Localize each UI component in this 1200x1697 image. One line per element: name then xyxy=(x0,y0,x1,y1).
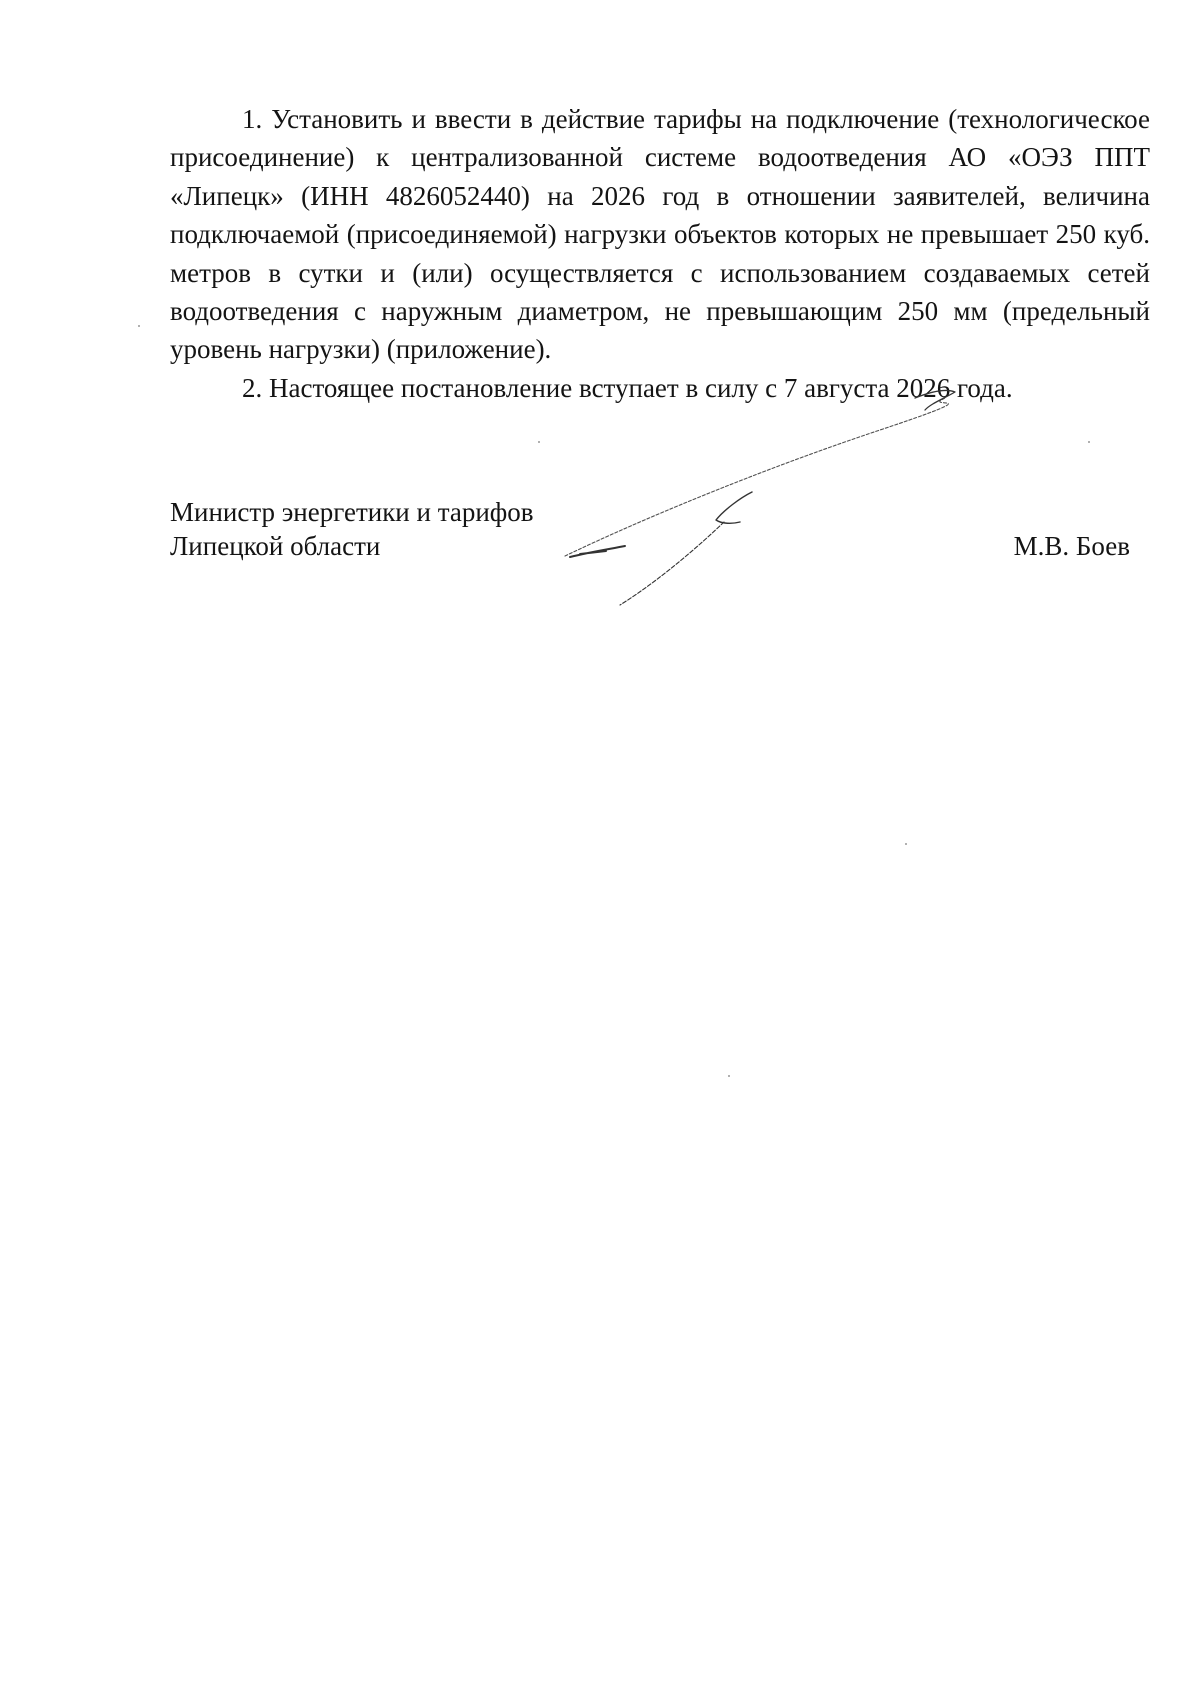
document-body xyxy=(170,100,1150,407)
scan-speck xyxy=(1088,441,1090,443)
signer-name: М.В. Боев xyxy=(1013,531,1130,561)
scan-speck xyxy=(728,1075,730,1077)
scan-speck xyxy=(138,325,140,327)
signature-block xyxy=(170,495,1130,563)
scan-speck xyxy=(538,441,540,443)
scan-speck xyxy=(905,843,907,845)
signer-title-line-2: Липецкой области xyxy=(170,531,381,561)
paragraph-1: 1. Установить и ввести в действие тарифы на подключение (технологическое присоединение) к централизованной системе водоотведения АО «ОЭЗ ППТ «Липецк» (ИНН 4826052440) на 2026 год в отношении заявителей, величина подключаемой (присоединяемой) нагрузки объектов которых не превышает 250 куб. метров в сутки и (или) осуществляется с использованием создаваемых сетей водоотведения с наружным диаметром, не превышающим 250 мм (предельный уровень нагрузки) (приложение). xyxy=(170,104,1150,365)
paragraph-2: 2. Настоящее постановление вступает в силу с 7 августа 2026 года. xyxy=(242,372,1013,403)
signer-title-line-1: Министр энергетики и тарифов xyxy=(170,497,534,527)
